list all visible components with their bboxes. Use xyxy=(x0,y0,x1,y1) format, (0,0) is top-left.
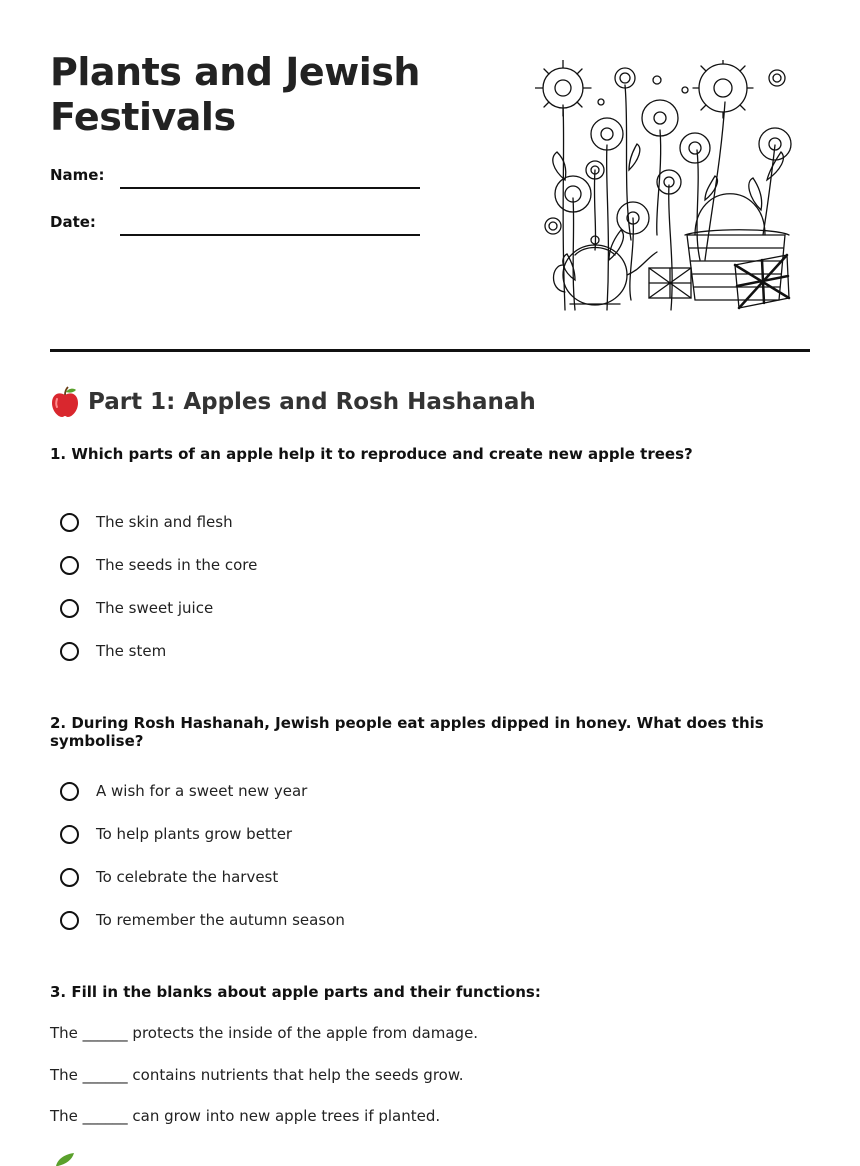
date-field[interactable] xyxy=(50,213,420,239)
part1-heading xyxy=(50,386,536,418)
option-label: The seeds in the core xyxy=(96,556,258,574)
option-label: The sweet juice xyxy=(96,599,214,617)
radio-button[interactable] xyxy=(60,911,79,930)
question-1: 1. Which parts of an apple help it to reproduce and create new apple trees? xyxy=(50,445,693,463)
option-label: The stem xyxy=(96,642,167,660)
q2-option-1[interactable] xyxy=(60,778,307,804)
radio-button[interactable] xyxy=(60,868,79,887)
question-3: 3. Fill in the blanks about apple parts and their functions: xyxy=(50,983,541,1001)
radio-button[interactable] xyxy=(60,825,79,844)
date-label: Date: xyxy=(50,213,96,231)
q1-option-1[interactable] xyxy=(60,509,233,535)
name-label: Name: xyxy=(50,166,105,184)
q2-option-2[interactable] xyxy=(60,821,292,847)
q1-option-2[interactable] xyxy=(60,552,257,578)
option-label: To help plants grow better xyxy=(96,825,293,843)
radio-button[interactable] xyxy=(60,642,79,661)
option-label: To remember the autumn season xyxy=(96,911,345,929)
teapot-drawing xyxy=(554,236,658,305)
q2-option-4[interactable] xyxy=(60,907,345,933)
fill-blank-3[interactable]: The ______ can grow into new apple trees if planted. xyxy=(50,1107,441,1125)
apple-icon xyxy=(50,386,80,418)
radio-button[interactable] xyxy=(60,513,79,532)
leaf-icon xyxy=(52,1152,76,1166)
name-line[interactable] xyxy=(120,187,420,189)
radio-button[interactable] xyxy=(60,599,79,618)
header-divider xyxy=(50,349,810,352)
fill-blank-2[interactable]: The ______ contains nutrients that help the seeds grow. xyxy=(50,1066,464,1084)
name-field[interactable] xyxy=(50,166,420,192)
option-label: A wish for a sweet new year xyxy=(96,782,308,800)
part1-heading-text: Part 1: Apples and Rosh Hashanah xyxy=(88,389,536,415)
flag-drawing-small xyxy=(649,268,691,298)
page-title: Plants and Jewish Festivals xyxy=(50,50,420,139)
q2-option-3[interactable] xyxy=(60,864,278,890)
garden-illustration xyxy=(535,60,797,316)
date-line[interactable] xyxy=(120,234,420,236)
option-label: To celebrate the harvest xyxy=(96,868,279,886)
q1-option-4[interactable] xyxy=(60,638,166,664)
fill-blank-1[interactable]: The ______ protects the inside of the apple from damage. xyxy=(50,1024,479,1042)
question-2: 2. During Rosh Hashanah, Jewish people eat apples dipped in honey. What does this symbolise? xyxy=(50,714,764,750)
radio-button[interactable] xyxy=(60,556,79,575)
option-label: The skin and flesh xyxy=(96,513,233,531)
radio-button[interactable] xyxy=(60,782,79,801)
q1-option-3[interactable] xyxy=(60,595,213,621)
